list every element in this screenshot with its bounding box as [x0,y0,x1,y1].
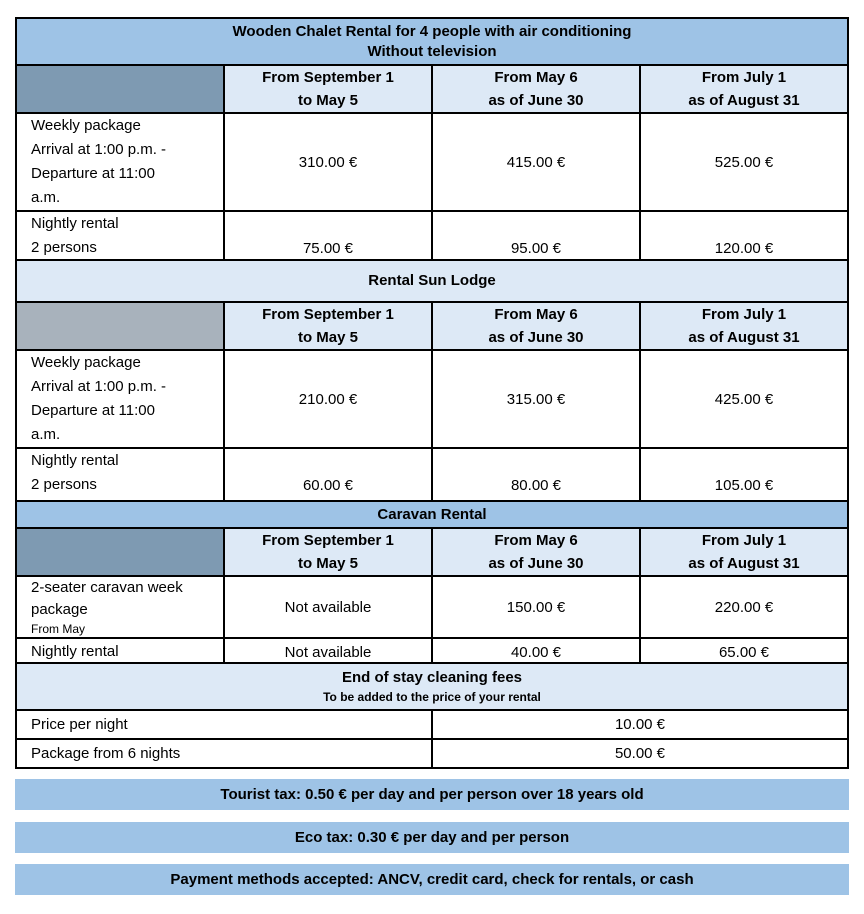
chalet-title-line1: Wooden Chalet Rental for 4 people with air conditioning [232,22,632,40]
period-header: From September 1 to May 5 [224,528,432,576]
period-header: From September 1 to May 5 [224,302,432,350]
row-label: Nightly rental 2 persons [16,211,224,285]
tourist-tax-banner: Tourist tax: 0.50 € per day and per person over 18 years old [15,779,849,810]
chalet-title-line2: Without television [367,42,497,60]
row-label: Package from 6 nights [16,739,432,768]
price-cell: 95.00 € [432,211,640,285]
price-cell: 10.00 € [432,710,848,739]
eco-tax-banner: Eco tax: 0.30 € per day and per person [15,822,849,853]
price-cell: 65.00 € [640,638,848,666]
row-label: Price per night [16,710,432,739]
cleaning-table [15,662,849,769]
price-cell: Not available [224,638,432,666]
table-row [16,113,848,211]
chalet-title [16,18,848,65]
period-header: From July 1 as of August 31 [640,528,848,576]
price-cell: 40.00 € [432,638,640,666]
row-label: Nightly rental 2 persons [16,448,224,522]
payment-methods-banner: Payment methods accepted: ANCV, credit card, check for rentals, or cash [15,864,849,895]
row-label: Weekly package Arrival at 1:00 p.m. - Departure at 11:00 a.m. [16,350,224,448]
row-label: Weekly package Arrival at 1:00 p.m. - Departure at 11:00 a.m. [16,113,224,211]
price-cell: 105.00 € [640,448,848,522]
price-cell: 75.00 € [224,211,432,285]
price-cell: 315.00 € [432,350,640,448]
chalet-table [15,17,849,286]
row-label: Nightly rental [16,638,224,666]
price-cell: 120.00 € [640,211,848,285]
header-empty-cell [16,65,224,113]
header-empty-cell [16,302,224,350]
price-cell: 210.00 € [224,350,432,448]
lodge-title: Rental Sun Lodge [16,260,848,302]
table-row [16,576,848,638]
table-row [16,710,848,739]
price-cell: 415.00 € [432,113,640,211]
period-header: From July 1 as of August 31 [640,65,848,113]
price-cell: 60.00 € [224,448,432,522]
price-cell: 80.00 € [432,448,640,522]
price-cell: 150.00 € [432,576,640,638]
price-cell: 310.00 € [224,113,432,211]
lodge-table [15,259,849,523]
price-cell: 220.00 € [640,576,848,638]
row-sublabel: From May [31,622,85,636]
row-label: 2-seater caravan week package From May [16,576,224,638]
caravan-table [15,500,849,667]
header-empty-cell [16,528,224,576]
period-header: From May 6 as of June 30 [432,528,640,576]
price-cell: Not available [224,576,432,638]
period-header: From September 1 to May 5 [224,65,432,113]
period-header: From May 6 as of June 30 [432,302,640,350]
price-cell: 50.00 € [432,739,848,768]
table-row [16,739,848,768]
price-cell: 425.00 € [640,350,848,448]
caravan-title: Caravan Rental [16,501,848,528]
cleaning-title: End of stay cleaning fees To be added to the price of your rental [16,663,848,710]
period-header: From July 1 as of August 31 [640,302,848,350]
price-cell: 525.00 € [640,113,848,211]
period-header: From May 6 as of June 30 [432,65,640,113]
table-row [16,350,848,448]
